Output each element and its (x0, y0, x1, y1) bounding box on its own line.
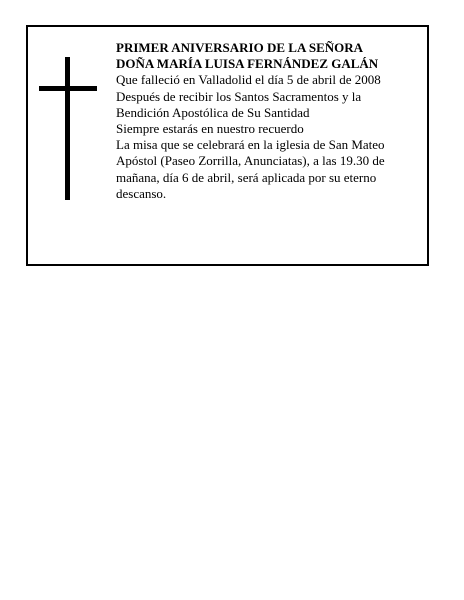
notice-line-mass-4: descanso. (116, 185, 167, 201)
obituary-notice (26, 25, 429, 266)
notice-title-line-2: DOÑA MARÍA LUISA FERNÁNDEZ GALÁN (116, 56, 379, 72)
notice-line-mass-1: La misa que se celebrará en la iglesia de San Mateo (116, 137, 385, 153)
notice-line-blessing: Bendición Apostólica de Su Santidad (116, 104, 310, 120)
cross-vertical-bar (65, 57, 70, 200)
notice-line-sacraments: Después de recibir los Santos Sacramentos y la (116, 88, 362, 104)
notice-line-death-date: Que falleció en Valladolid el día 5 de abril de 2008 (116, 72, 381, 88)
cross-horizontal-bar (39, 86, 97, 91)
notice-line-mass-2: Apóstol (Paseo Zorrilla, Anunciatas), a las 19.30 de (116, 153, 385, 169)
notice-line-remembrance: Siempre estarás en nuestro recuerdo (116, 121, 304, 137)
notice-line-mass-3: mañana, día 6 de abril, será aplicada por su eterno (116, 169, 377, 185)
notice-text (116, 40, 416, 202)
notice-title-line-1: PRIMER ANIVERSARIO DE LA SEÑORA (116, 40, 364, 55)
